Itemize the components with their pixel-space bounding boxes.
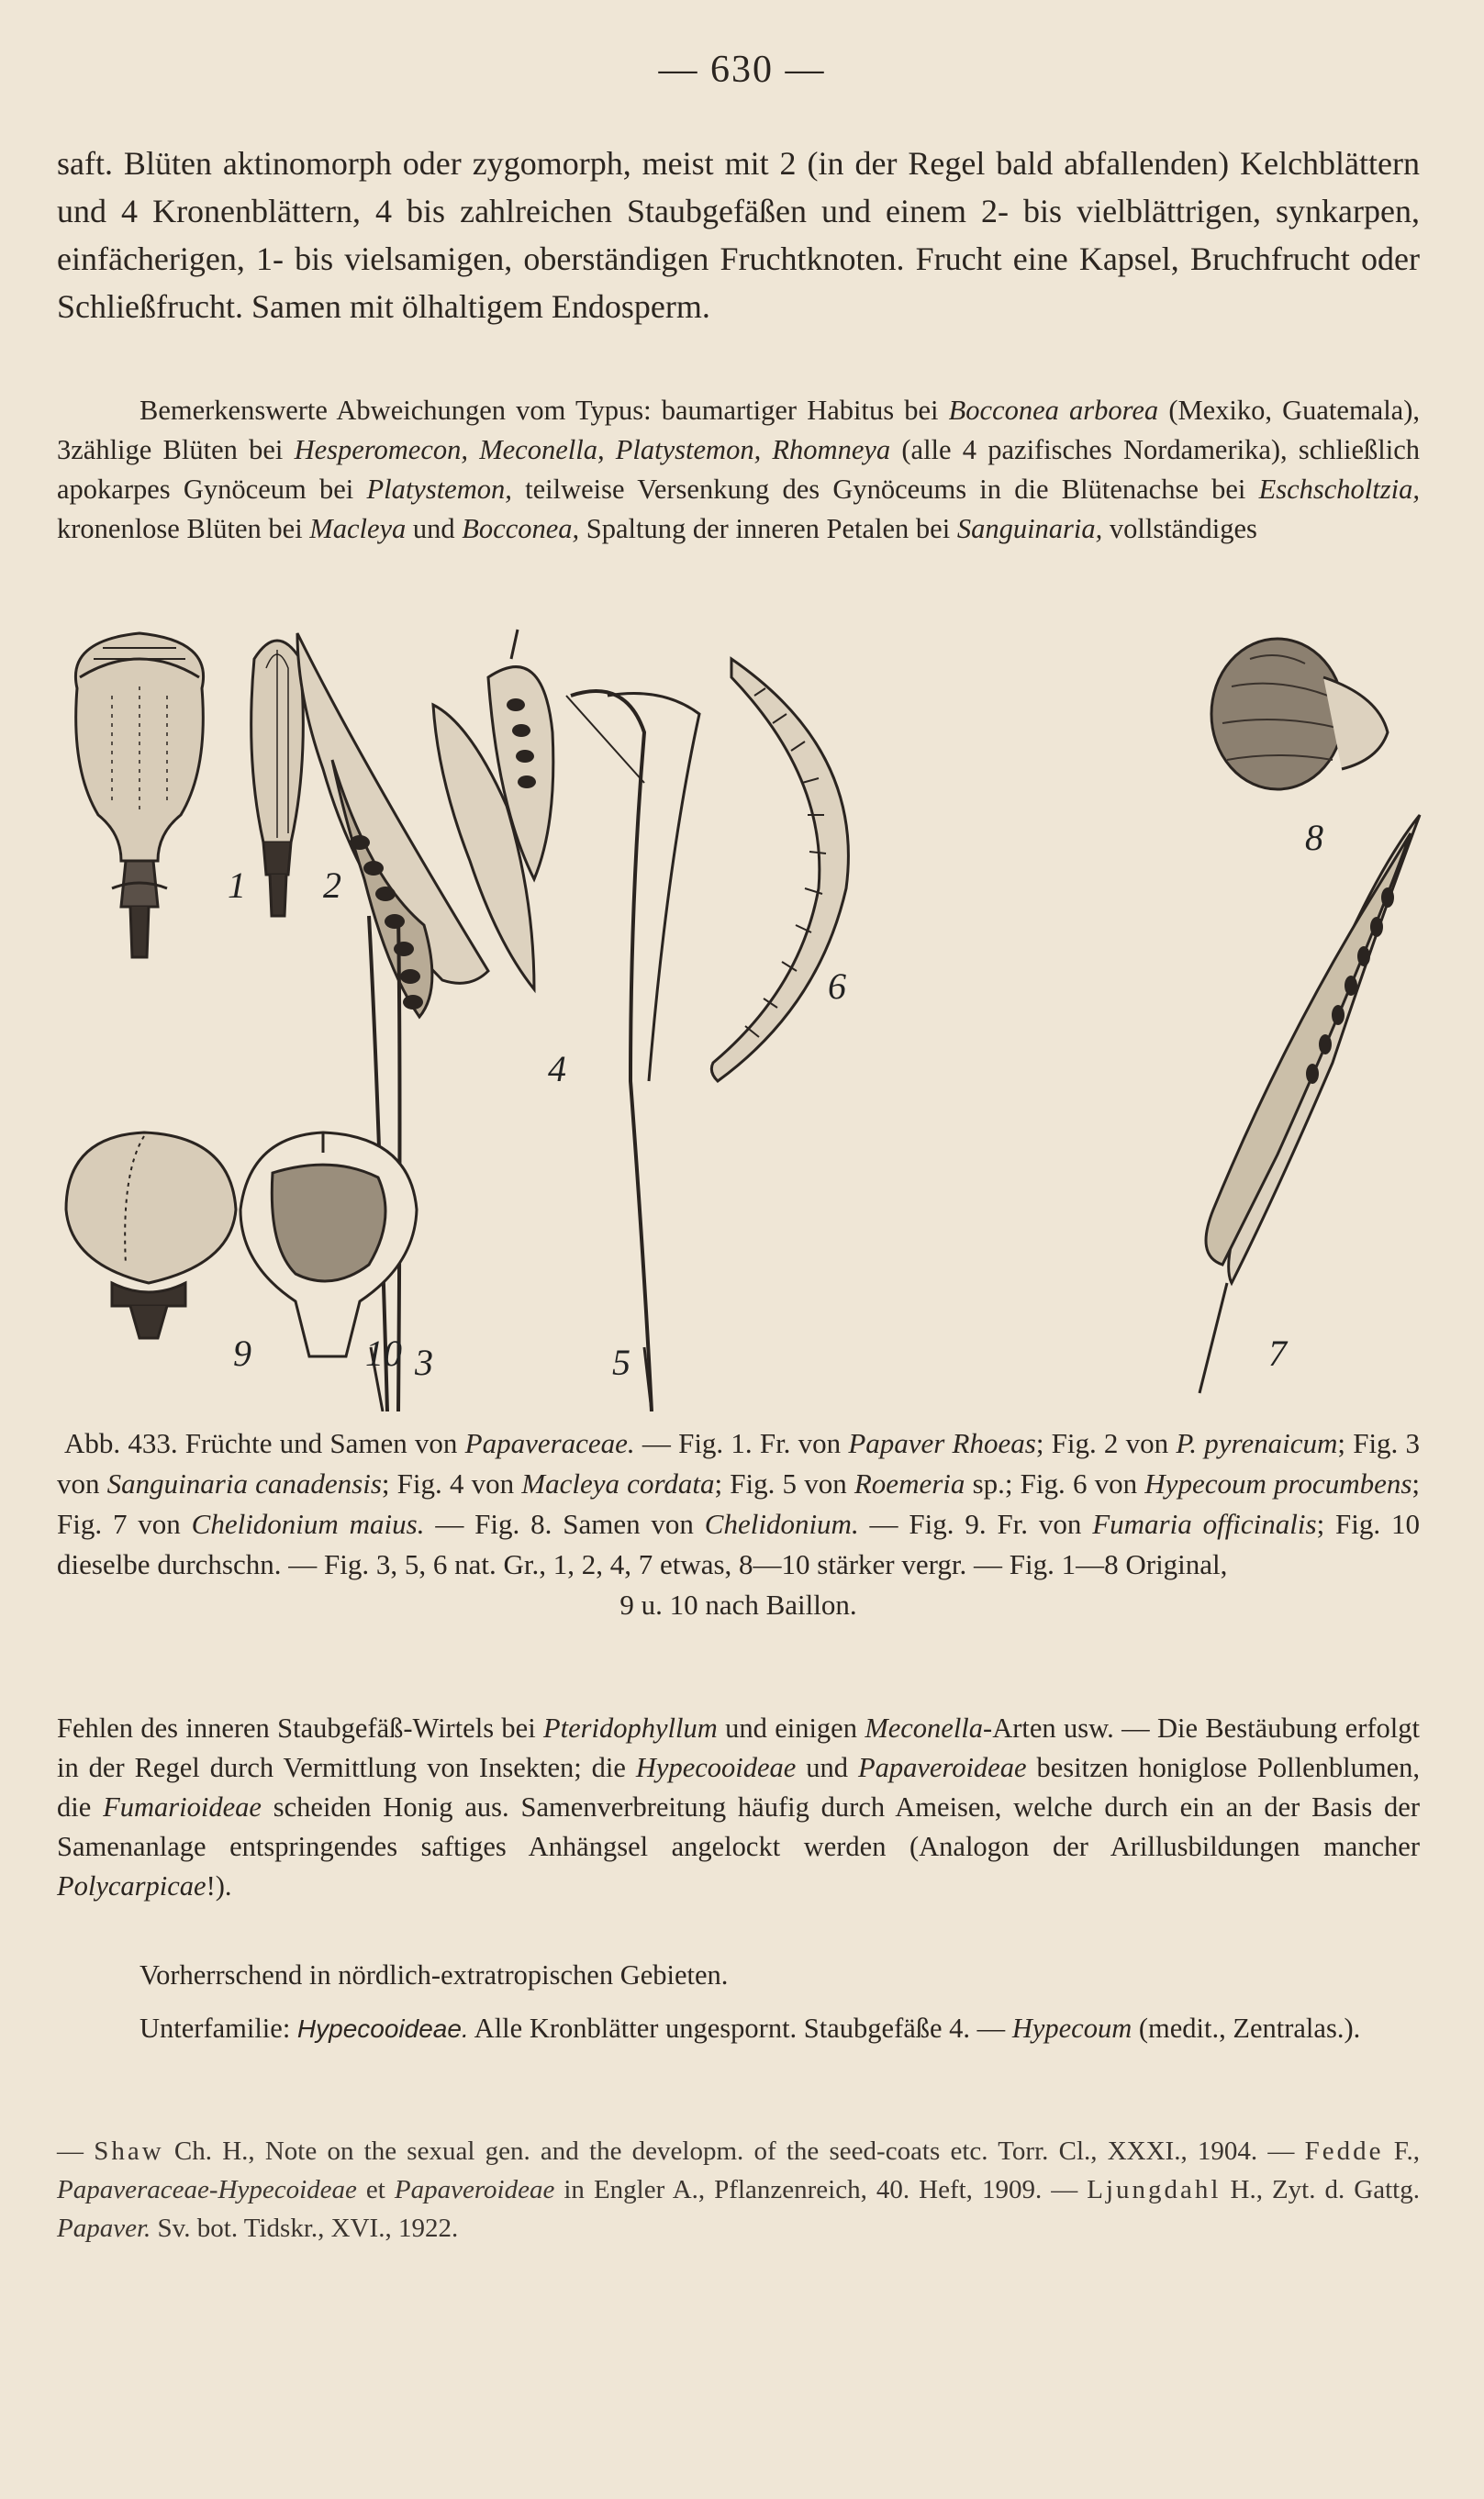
taxon-name: Papaveroideae bbox=[394, 2175, 555, 2204]
remarks-text: vollständiges bbox=[1102, 513, 1257, 544]
fig-label-4: 4 bbox=[548, 1048, 566, 1089]
references bbox=[57, 2132, 1420, 2248]
taxon-name: Papaver. bbox=[57, 2214, 151, 2243]
body-text: und bbox=[796, 1752, 859, 1783]
caption-text: ; Fig. 3 von bbox=[57, 1427, 1420, 1500]
fig-label-10: 10 bbox=[365, 1333, 402, 1374]
body-text: (medit., Zentralas.). bbox=[1132, 2013, 1361, 2044]
taxon-name: Hypecoum procumbens bbox=[1144, 1467, 1412, 1500]
body-text: und einigen bbox=[717, 1712, 865, 1744]
fig-label-5: 5 bbox=[612, 1342, 630, 1383]
body-text: Fehlen des inneren Staubgefäß-Wirtels bei bbox=[57, 1712, 544, 1744]
taxon-name: Roemeria bbox=[854, 1467, 965, 1500]
taxon-name: Chelidonium. bbox=[704, 1508, 859, 1540]
intro-paragraph: saft. Blüten aktinomorph oder zygomorph, meist mit 2 (in der Regel bald abfallenden) Kelchblättern und 4 Kronenblättern, 4 bis zahlreichen Staubgefäßen und einem 2- bis vielblättrigen, synkarpen, einfächerigen, 1- bis vielsamigen, oberständigen Fruchtknoten. Frucht eine Kapsel, Bruchfrucht oder Schließfrucht. Samen mit ölhaltigem Endosperm. bbox=[57, 145, 1420, 325]
ref-text: et bbox=[356, 2175, 395, 2204]
fig-8-seed bbox=[1211, 639, 1388, 789]
illustration-drawing bbox=[57, 622, 1424, 1411]
ref-text: Ch. H., Note on the sexual gen. and the developm. of the seed-coats etc. Torr. Cl., XXXI., 1904. — bbox=[163, 2136, 1305, 2166]
taxon-name: Bocconea, bbox=[462, 513, 580, 544]
fig-label-9: 9 bbox=[233, 1333, 251, 1374]
fig-10-fruit-section bbox=[240, 1132, 417, 1356]
caption-text: ; Fig. 7 von bbox=[57, 1467, 1421, 1540]
remarks-text: kronenlose Blüten bei bbox=[57, 513, 310, 544]
caption-text: sp.; Fig. 6 von bbox=[965, 1467, 1145, 1500]
ref-text: F., bbox=[1383, 2136, 1421, 2166]
author-name: Fedde bbox=[1304, 2136, 1384, 2166]
taxon-name: Chelidonium maius. bbox=[191, 1508, 425, 1540]
taxon-name: Fumarioideae bbox=[103, 1791, 262, 1823]
caption-text: ; Fig. 5 von bbox=[714, 1467, 854, 1500]
remarks-text: Spaltung der inneren Petalen bei bbox=[579, 513, 957, 544]
fig-label-7: 7 bbox=[1268, 1333, 1287, 1374]
taxon-name: Macleya cordata bbox=[521, 1467, 715, 1500]
caption-text: — Fig. 1. Fr. von bbox=[634, 1427, 849, 1459]
ref-text: — bbox=[57, 2136, 95, 2166]
taxon-name: Sanguinaria canadensis bbox=[106, 1467, 382, 1500]
body-text: !). bbox=[206, 1870, 232, 1902]
taxon-name: Platystemon, bbox=[366, 474, 512, 505]
botanical-illustration bbox=[57, 622, 1424, 1411]
taxon-name: Meconella bbox=[865, 1712, 984, 1744]
taxon-name: Fumaria officinalis bbox=[1092, 1508, 1317, 1540]
fig-label-3: 3 bbox=[415, 1342, 433, 1383]
pollination-paragraph bbox=[57, 1709, 1420, 1906]
figure-caption bbox=[57, 1423, 1420, 1625]
caption-text: ; Fig. 4 von bbox=[381, 1467, 522, 1500]
taxon-name: Papaver Rhoeas bbox=[848, 1427, 1036, 1459]
fig-label-1: 1 bbox=[228, 865, 246, 906]
caption-text: ; Fig. 10 dieselbe durchschn. — Fig. 3, 5, 6 nat. Gr., 1, 2, 4, 7 etwas, 8—10 stärker vergr. — Fig. 1—8 Original, bbox=[57, 1508, 1421, 1580]
body-text: -Arten usw. — Die Bestäubung erfolgt in der Regel durch Vermittlung von Insekten; die bbox=[57, 1712, 1420, 1783]
fig-2-slender-capsule bbox=[251, 641, 304, 916]
taxon-name: Hesperomecon, Meconella, Platystemon, Rhomneya bbox=[294, 434, 891, 465]
subfamily-name: Hypecooideae. bbox=[296, 2014, 469, 2043]
caption-last-line: 9 u. 10 nach Baillon. bbox=[619, 1589, 857, 1621]
taxon-name: Papaveraceae-Hypecoideae bbox=[57, 2175, 357, 2204]
remarks-text: (Mexiko, Guatemala), 3zählige Blüten bei bbox=[57, 395, 1420, 465]
taxon-name: Sanguinaria, bbox=[956, 513, 1103, 544]
caption-text: ; Fig. 2 von bbox=[1035, 1427, 1177, 1459]
taxon-name: Papaveroideae bbox=[858, 1752, 1027, 1783]
remarks-paragraph bbox=[57, 391, 1420, 549]
taxon-name: Bocconea arborea bbox=[948, 395, 1159, 426]
fig-9-fumaria-fruit bbox=[66, 1132, 236, 1338]
fig-label-8: 8 bbox=[1305, 817, 1323, 858]
body-text: Alle Kronblätter ungespornt. Staubgefäße 4. — bbox=[468, 2013, 1012, 2044]
taxon-name: Hypecooideae bbox=[635, 1752, 797, 1783]
remarks-text: und bbox=[406, 513, 463, 544]
ref-text: H., Zyt. d. Gattg. bbox=[1221, 2175, 1420, 2204]
caption-text: — Fig. 9. Fr. von bbox=[858, 1508, 1093, 1540]
caption-text: — Fig. 8. Samen von bbox=[424, 1508, 705, 1540]
author-name: Ljungdahl bbox=[1087, 2175, 1222, 2204]
taxon-name: Papaveraceae. bbox=[464, 1427, 635, 1459]
fig-label-6: 6 bbox=[828, 965, 846, 1007]
taxon-name: Polycarpicae bbox=[57, 1870, 206, 1902]
remarks-text: teilweise Versenkung des Gynöceums in die Blütenachse bei bbox=[511, 474, 1259, 505]
distribution-line: Vorherrschend in nördlich-extratropischen Gebieten. bbox=[139, 1959, 729, 1991]
taxon-name: Eschscholtzia, bbox=[1258, 474, 1420, 505]
fig-5-roemeria-fruit bbox=[566, 691, 699, 1411]
fig-label-2: 2 bbox=[323, 865, 341, 906]
taxon-name: Macleya bbox=[309, 513, 407, 544]
fig-1-poppy-capsule bbox=[75, 633, 203, 957]
author-name: Shaw bbox=[94, 2136, 164, 2166]
subfamily-label: Unterfamilie: bbox=[139, 2013, 297, 2044]
taxon-name: P. pyrenaicum bbox=[1176, 1427, 1338, 1459]
remarks-text: Bemerkenswerte Abweichungen vom Typus: baumartiger Habitus bei bbox=[139, 395, 949, 426]
ref-text: in Engler A., Pflanzenreich, 40. Heft, 1909. — bbox=[554, 2175, 1088, 2204]
taxon-name: Pteridophyllum bbox=[543, 1712, 718, 1744]
body-text: scheiden Honig aus. Samenverbreitung häufig durch Ameisen, welche durch ein an der Basis der Samenanlage entspringendes saftiges Anhängsel angelockt werden (Analogon der Arillusbildungen mancher bbox=[57, 1791, 1420, 1862]
page-number: — 630 — bbox=[658, 49, 826, 91]
fig-6-hypecoum-fruit bbox=[711, 659, 848, 1081]
caption-text: Abb. 433. Früchte und Samen von bbox=[64, 1427, 465, 1459]
ref-text: Sv. bot. Tidskr., XVI., 1922. bbox=[151, 2214, 459, 2243]
body-text: besitzen honiglose Pollenblumen, die bbox=[57, 1752, 1420, 1823]
remarks-text: (alle 4 pazifisches Nordamerika), schließlich apokarpes Gynöceum bei bbox=[57, 434, 1421, 505]
subfamily-paragraph bbox=[57, 2009, 1420, 2048]
taxon-name: Hypecoum bbox=[1011, 2013, 1133, 2044]
